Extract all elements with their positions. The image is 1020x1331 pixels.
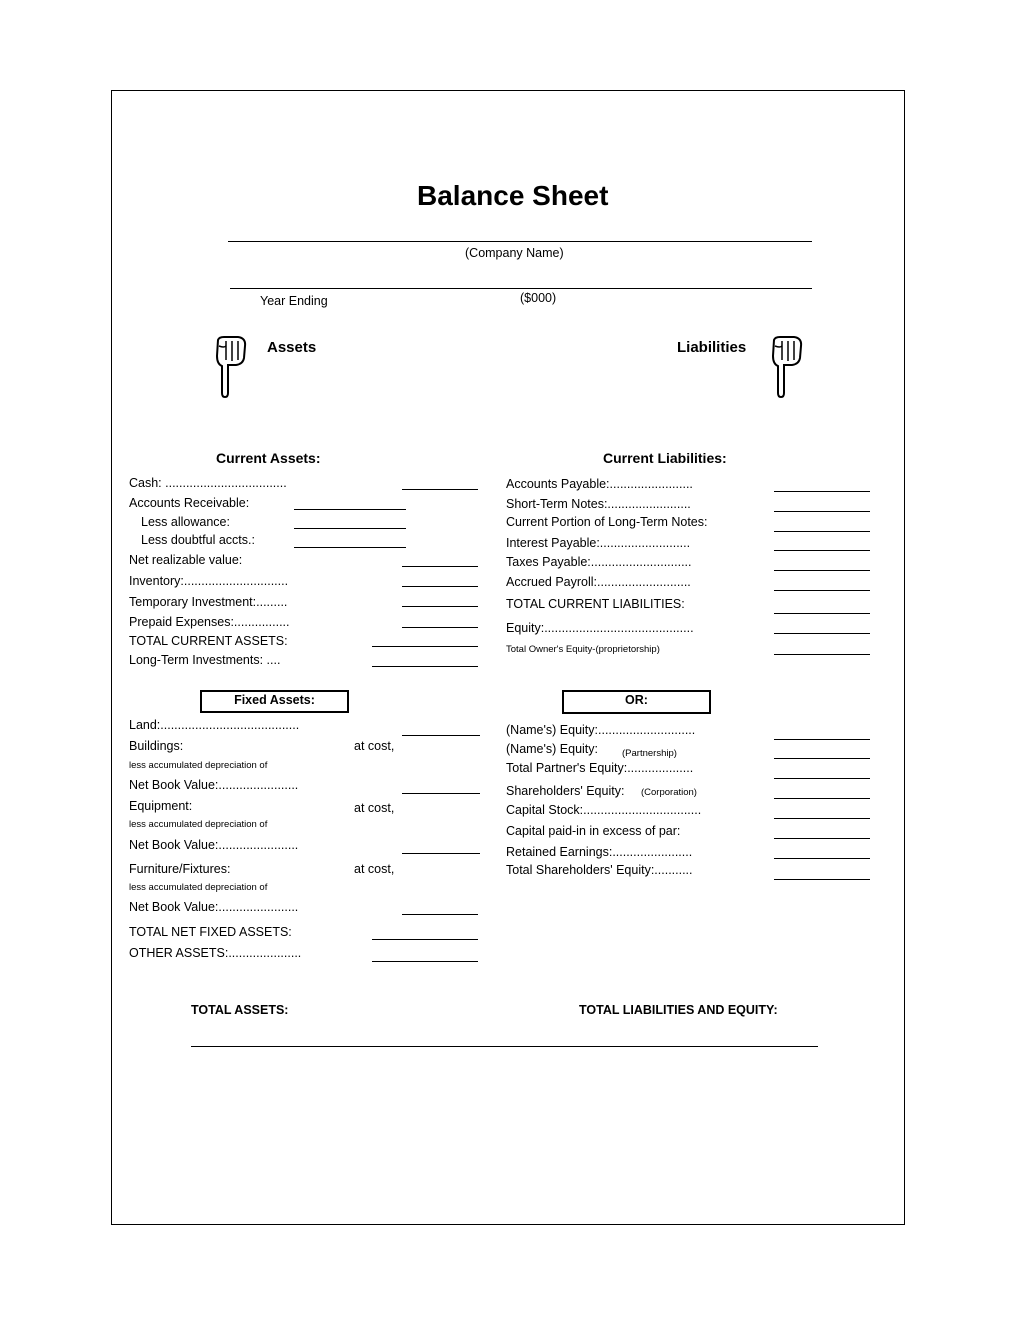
net-realizable-label: Net realizable value: <box>129 553 243 567</box>
short-term-notes-label: Short-Term Notes:........................ <box>506 497 691 511</box>
fixed-assets-box: Fixed Assets: <box>200 690 349 713</box>
buildings-label: Buildings: <box>129 739 184 753</box>
partnership-note: (Partnership) <box>622 748 677 759</box>
capital-stock-label: Capital Stock:.................................. <box>506 803 702 817</box>
retained-earnings-label: Retained Earnings:....................... <box>506 845 693 859</box>
total-owners-equity-field[interactable] <box>774 654 870 655</box>
land-label: Land:........................................ <box>129 718 300 732</box>
taxes-payable-label: Taxes Payable:............................. <box>506 555 692 569</box>
year-ending-line[interactable] <box>230 288 812 289</box>
company-name-line[interactable] <box>228 241 812 242</box>
inventory-label: Inventory:.............................. <box>129 574 289 588</box>
liabilities-heading: Liabilities <box>677 339 747 356</box>
temporary-investment-field[interactable] <box>402 606 478 607</box>
other-assets-field[interactable] <box>372 961 478 962</box>
less-allowance-label: Less allowance: <box>141 515 230 529</box>
total-partners-equity-field[interactable] <box>774 778 870 779</box>
taxes-payable-field[interactable] <box>774 570 870 571</box>
names-equity-1-field[interactable] <box>774 739 870 740</box>
net-realizable-field[interactable] <box>402 566 478 567</box>
land-field[interactable] <box>402 735 480 736</box>
total-current-liabilities-label: TOTAL CURRENT LIABILITIES: <box>506 597 685 611</box>
furniture-net-book-value-field[interactable] <box>402 914 478 915</box>
long-term-investments-field[interactable] <box>372 666 478 667</box>
current-portion-ltn-field[interactable] <box>774 531 870 532</box>
furniture-label: Furniture/Fixtures: <box>129 862 231 876</box>
total-partners-equity-label: Total Partner's Equity:................... <box>506 761 694 775</box>
accounts-payable-field[interactable] <box>774 491 870 492</box>
total-current-assets-field[interactable] <box>372 646 478 647</box>
accounts-receivable-label: Accounts Receivable: <box>129 496 250 510</box>
accrued-payroll-field[interactable] <box>774 590 870 591</box>
corporation-note: (Corporation) <box>641 787 697 798</box>
total-shareholders-equity-field[interactable] <box>774 879 870 880</box>
or-box: OR: <box>562 690 711 714</box>
prepaid-expenses-label: Prepaid Expenses:................ <box>129 615 290 629</box>
interest-payable-label: Interest Payable:.......................... <box>506 536 691 550</box>
equipment-at-cost: at cost, <box>354 801 395 815</box>
other-assets-label: OTHER ASSETS:..................... <box>129 946 302 960</box>
furniture-at-cost: at cost, <box>354 862 395 876</box>
less-doubtful-field[interactable] <box>294 547 406 548</box>
capital-paid-in-label: Capital paid-in in excess of par: <box>506 824 681 838</box>
shareholders-equity-label: Shareholders' Equity: <box>506 784 625 798</box>
equity-field[interactable] <box>774 633 870 634</box>
current-liabilities-heading: Current Liabilities: <box>603 450 727 466</box>
capital-paid-in-field[interactable] <box>774 838 870 839</box>
shareholders-equity-field[interactable] <box>774 798 870 799</box>
retained-earnings-field[interactable] <box>774 858 870 859</box>
less-doubtful-label: Less doubtful accts.: <box>141 533 255 547</box>
current-assets-heading: Current Assets: <box>216 450 321 466</box>
buildings-net-book-value-field[interactable] <box>402 793 480 794</box>
names-equity-2-field[interactable] <box>774 758 870 759</box>
total-liabilities-equity-label: TOTAL LIABILITIES AND EQUITY: <box>579 1003 778 1017</box>
total-shareholders-equity-label: Total Shareholders' Equity:........... <box>506 863 693 877</box>
total-net-fixed-assets-field[interactable] <box>372 939 478 940</box>
buildings-less-accum-dep: less accumulated depreciation of <box>129 760 268 771</box>
year-ending-label: Year Ending <box>260 294 328 308</box>
units-label: ($000) <box>520 291 557 305</box>
capital-stock-field[interactable] <box>774 818 870 819</box>
current-portion-ltn-label: Current Portion of Long-Term Notes: <box>506 515 708 529</box>
inventory-field[interactable] <box>402 586 478 587</box>
page-title: Balance Sheet <box>417 180 609 211</box>
total-current-liabilities-field[interactable] <box>774 613 870 614</box>
pointing-hand-down-icon <box>214 336 248 398</box>
interest-payable-field[interactable] <box>774 550 870 551</box>
buildings-net-book-value-label: Net Book Value:....................... <box>129 778 299 792</box>
pointing-hand-down-icon <box>770 336 804 398</box>
total-owners-equity-label: Total Owner's Equity-(proprietorship) <box>506 644 660 655</box>
furniture-net-book-value-label: Net Book Value:....................... <box>129 900 299 914</box>
cash-label: Cash: ................................... <box>129 476 287 490</box>
names-equity-2-label: (Name's) Equity: <box>506 742 598 756</box>
cash-field[interactable] <box>402 489 478 490</box>
accrued-payroll-label: Accrued Payroll:........................... <box>506 575 691 589</box>
total-assets-label: TOTAL ASSETS: <box>191 1003 289 1017</box>
furniture-less-accum-dep: less accumulated depreciation of <box>129 882 268 893</box>
less-allowance-field[interactable] <box>294 528 406 529</box>
prepaid-expenses-field[interactable] <box>402 627 478 628</box>
assets-heading: Assets <box>267 339 317 356</box>
accounts-receivable-field[interactable] <box>294 509 406 510</box>
equipment-net-book-value-label: Net Book Value:....................... <box>129 838 299 852</box>
temporary-investment-label: Temporary Investment:......... <box>129 595 288 609</box>
total-current-assets-label: TOTAL CURRENT ASSETS: <box>129 634 288 648</box>
company-name-label: (Company Name) <box>465 246 564 260</box>
equipment-less-accum-dep: less accumulated depreciation of <box>129 819 268 830</box>
accounts-payable-label: Accounts Payable:........................ <box>506 477 693 491</box>
equipment-net-book-value-field[interactable] <box>402 853 480 854</box>
total-net-fixed-assets-label: TOTAL NET FIXED ASSETS: <box>129 925 292 939</box>
names-equity-1-label: (Name's) Equity:............................ <box>506 723 696 737</box>
equipment-label: Equipment: <box>129 799 193 813</box>
long-term-investments-label: Long-Term Investments: .... <box>129 653 281 667</box>
totals-line[interactable] <box>191 1046 818 1047</box>
short-term-notes-field[interactable] <box>774 511 870 512</box>
equity-label: Equity:........................................... <box>506 621 694 635</box>
buildings-at-cost: at cost, <box>354 739 395 753</box>
